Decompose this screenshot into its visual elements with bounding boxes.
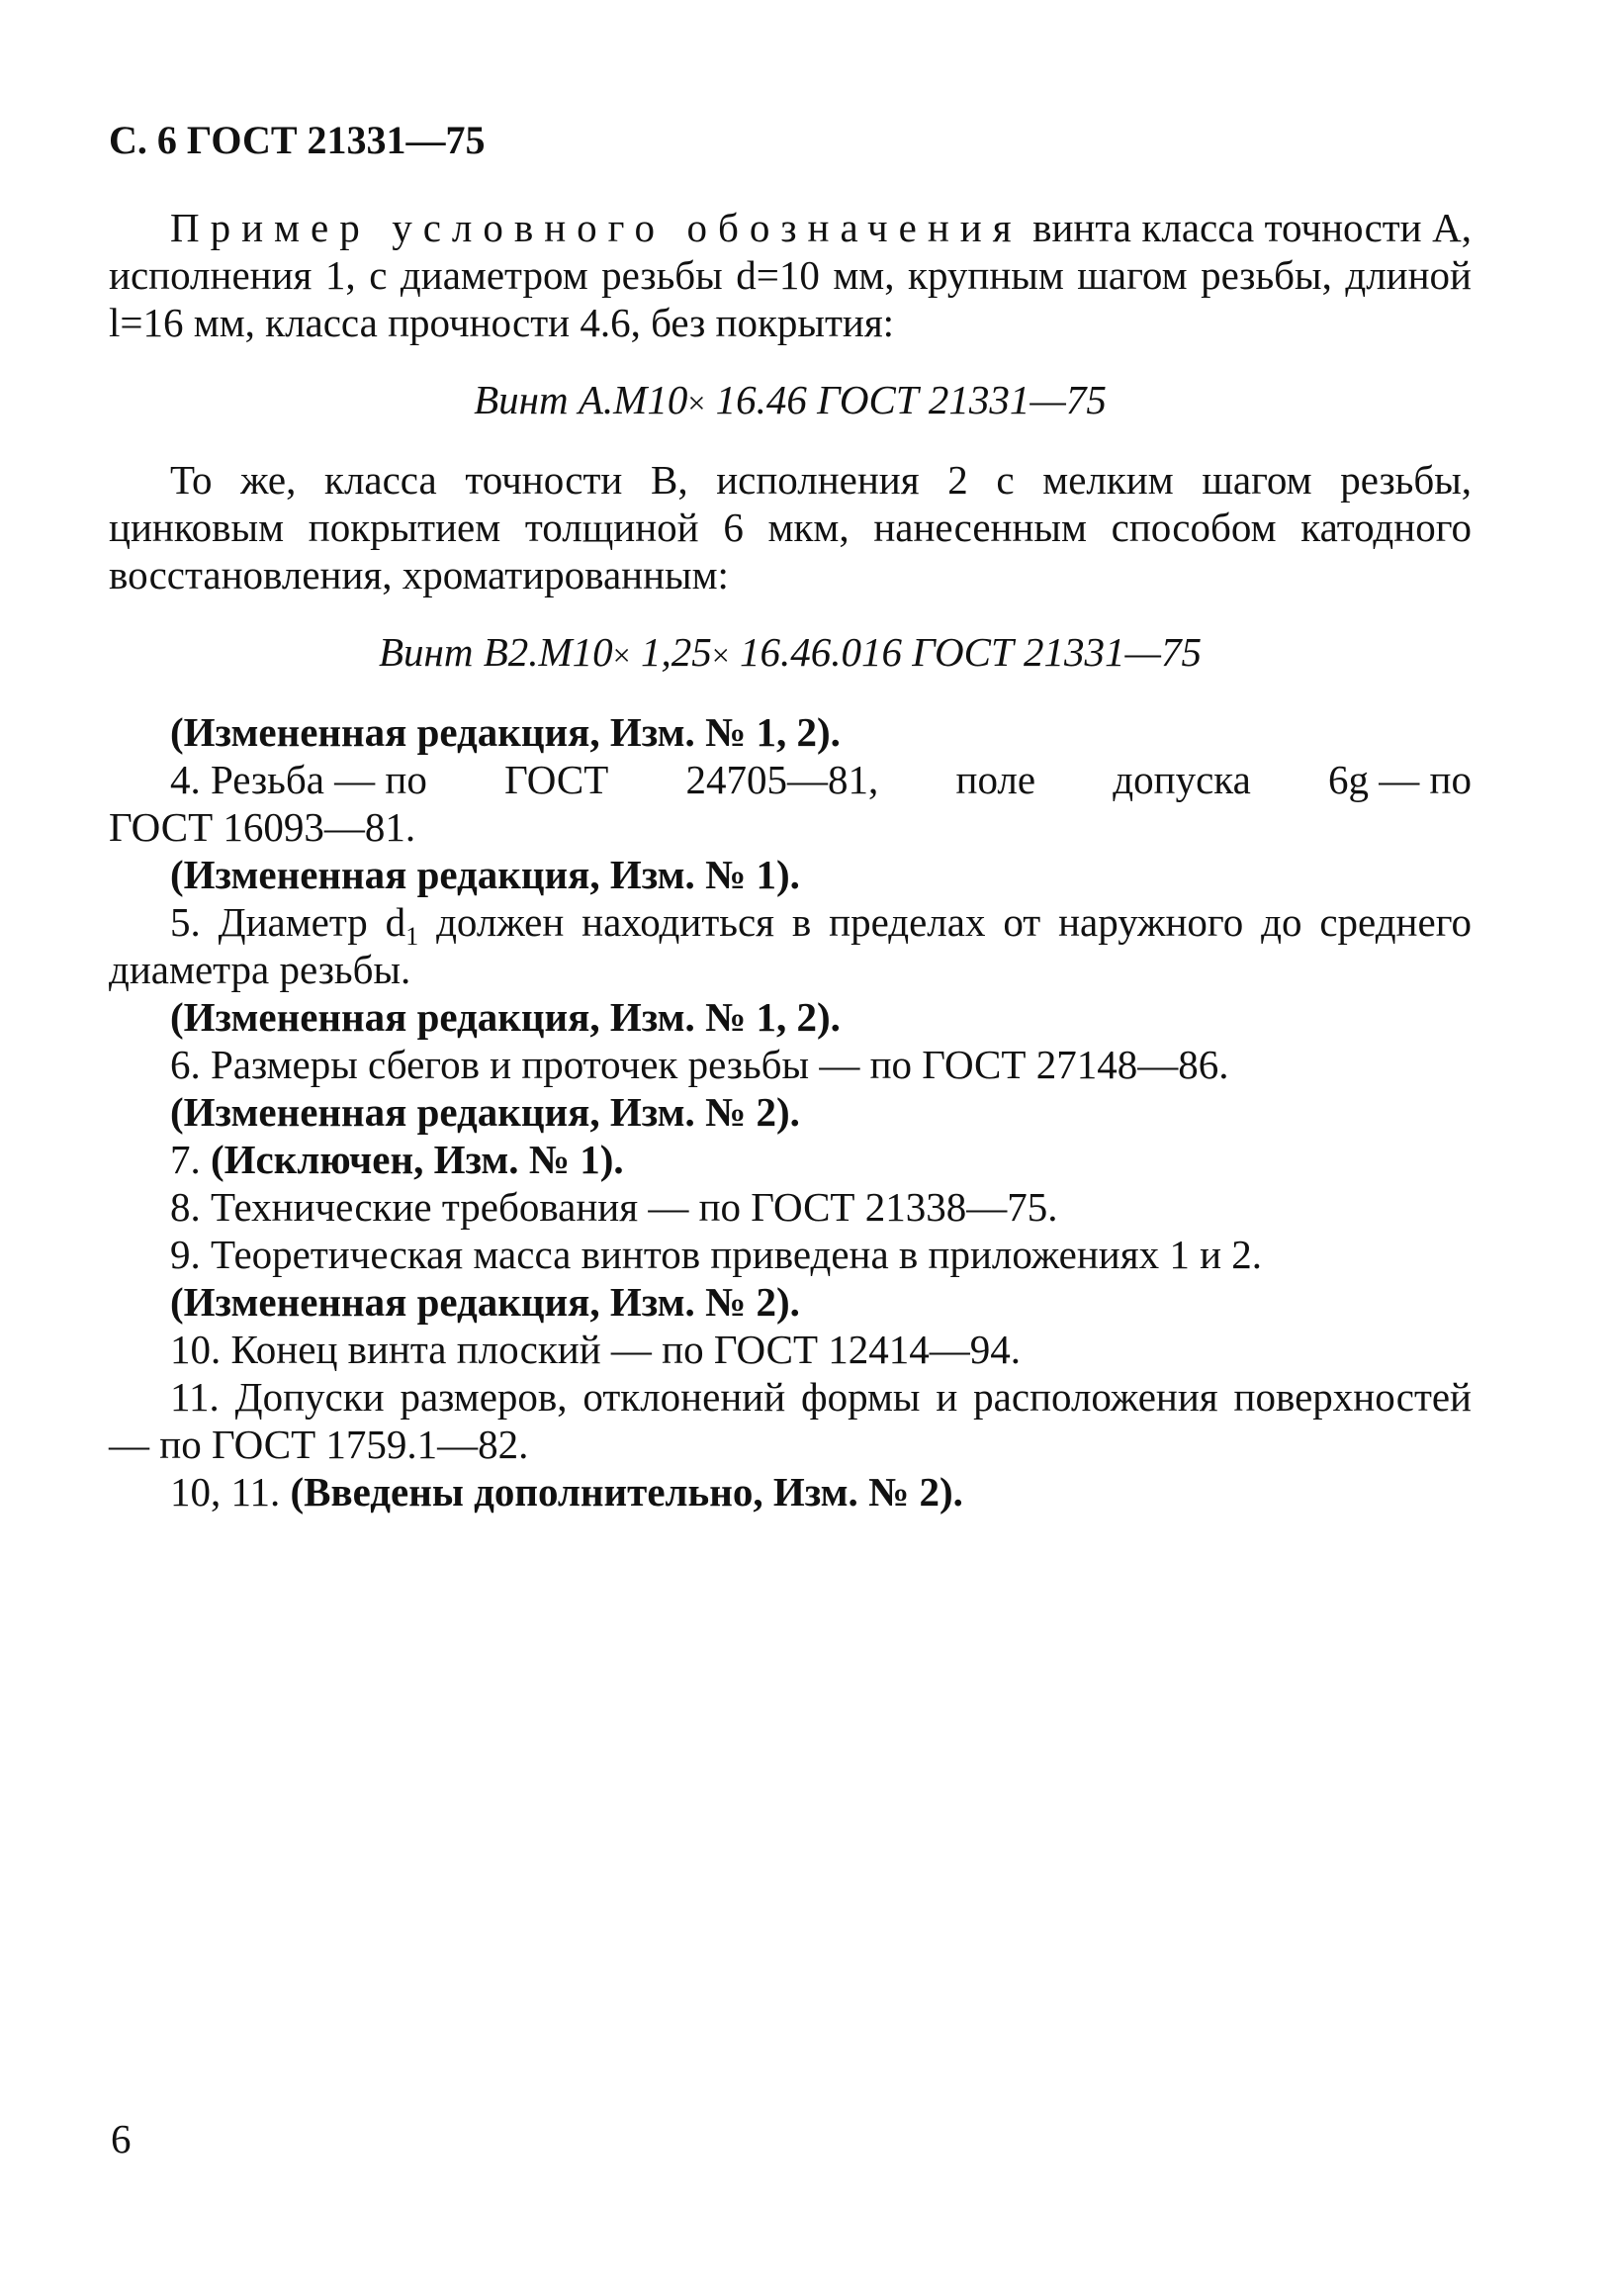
designation-formula-2 [109, 628, 1472, 679]
change-note: (Измененная редакция, Изм. № 1, 2). [170, 994, 841, 1040]
item-9: 9. Теоретическая масса винтов приведена в приложениях 1 и 2. [170, 1232, 1263, 1277]
item-5-text-continued: должен находиться в пределах от наружного до среднего диаметра резьбы. [109, 899, 1472, 992]
page-number: 6 [111, 2116, 132, 2161]
item-11: 11. Допуски размеров, отклонений формы и расположения поверхностей — по ГОСТ 1759.1—82. [109, 1374, 1472, 1467]
formula-2-part-2: 1,25 [630, 629, 712, 675]
item-5 [109, 898, 1472, 993]
item-4-line [109, 756, 1472, 803]
designation-example-paragraph [109, 204, 1472, 346]
formula-1-part-1: Винт А.М10 [474, 377, 688, 422]
formula-2-times-2: × [711, 637, 730, 673]
change-note: (Измененная редакция, Изм. № 2). [170, 1279, 800, 1325]
designation-example-text: винта класса точности А, исполнения 1, с диаметром резьбы d=10 мм, крупным шагом резьбы, длиной l=16 мм, класса прочности 4.6, без покрытия: [109, 205, 1472, 345]
items-10-11-note-text: (Введены дополнительно, Изм. № 2). [290, 1469, 963, 1515]
item-4-continuation: ГОСТ 16093—81. [109, 804, 416, 850]
items-10-11-note [109, 1468, 1472, 1515]
item-4-word: ГОСТ [504, 757, 609, 802]
change-note: (Измененная редакция, Изм. № 1, 2). [170, 709, 841, 755]
spaced-lead-text: Пример условного обозначения [170, 205, 1023, 250]
item-5-text: 5. Диаметр d [170, 899, 406, 945]
formula-2-part-3: 16.46.016 ГОСТ 21331—75 [729, 629, 1203, 675]
page-header: С. 6 ГОСТ 21331—75 [109, 118, 486, 162]
item-4-word: 4. Резьба — по [170, 757, 427, 802]
item-8: 8. Технические требования — по ГОСТ 21338—75. [170, 1184, 1058, 1230]
formula-2-times-1: × [612, 637, 631, 673]
item-4-word: 6g — по [1328, 757, 1472, 802]
item-5-subscript: 1 [405, 922, 419, 952]
item-4-word: 24705—81, [685, 757, 879, 802]
item-7-note: (Исключен, Изм. № 1). [211, 1137, 624, 1182]
formula-1-times: × [687, 385, 706, 420]
item-6: 6. Размеры сбегов и проточек резьбы — по ГОСТ 27148—86. [170, 1042, 1229, 1087]
item-10: 10. Конец винта плоский — по ГОСТ 12414—94. [170, 1327, 1022, 1372]
item-7-number: 7. [170, 1137, 211, 1182]
item-4-word: поле [955, 757, 1036, 802]
formula-1-part-2: 16.46 ГОСТ 21331—75 [705, 377, 1107, 422]
document-body [109, 204, 1472, 1515]
formula-2-part-1: Винт В2.М10 [378, 629, 613, 675]
items-10-11-number: 10, 11. [170, 1469, 291, 1515]
item-4-word: допуска [1113, 757, 1251, 802]
designation-formula-1 [109, 376, 1472, 426]
change-note: (Измененная редакция, Изм. № 2). [170, 1089, 800, 1135]
item-7 [109, 1136, 1472, 1183]
designation-variant-paragraph: То же, класса точности В, исполнения 2 с мелким шагом резьбы, цинковым покрытием толщиной 6 мкм, нанесенным способом катодного восстановления, хроматированным: [109, 457, 1472, 597]
change-note: (Измененная редакция, Изм. № 1). [170, 852, 800, 897]
